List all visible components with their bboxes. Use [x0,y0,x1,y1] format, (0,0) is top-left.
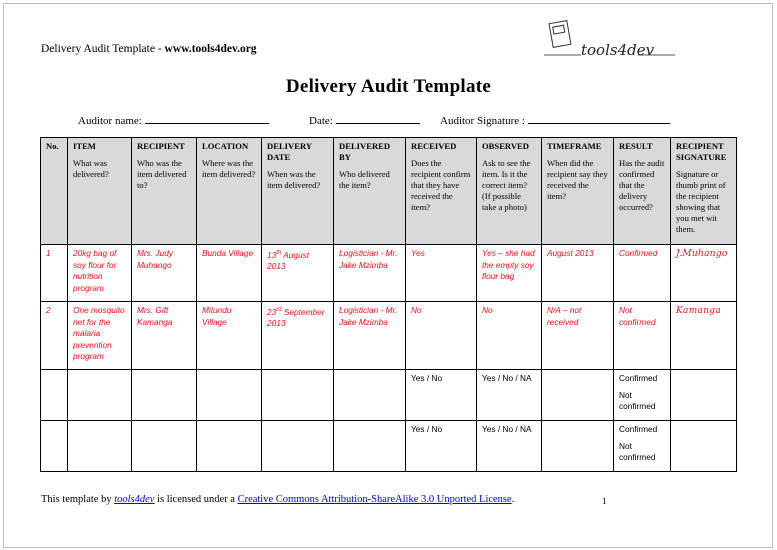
auditor-signature-label: Auditor Signature : [440,115,525,127]
column-header [262,138,334,245]
cell-signature[interactable] [671,245,737,302]
cell-delivered-by[interactable] [334,370,406,421]
signature-image: J.Muhango [676,249,728,259]
column-header [334,138,406,245]
column-header [477,138,542,245]
column-header [671,138,737,245]
cell-item[interactable]: 20kg bag of soy flour for nutrition program [68,245,132,302]
signature-image: Kamanga [676,306,722,316]
column-header [614,138,671,245]
author-link[interactable]: tools4dev [114,494,155,505]
table-row [41,370,737,421]
auditor-signature-field[interactable] [440,113,670,127]
page-title: Delivery Audit Template [285,76,492,97]
column-title: RECIPIENT SIGNATURE [676,141,727,162]
column-title: RESULT [619,141,653,151]
table-row [41,245,737,302]
tools4dev-logo [543,18,678,63]
cell-result[interactable]: Confirmed [614,245,671,302]
header-text: Delivery Audit Template - [41,43,165,55]
column-header [197,138,262,245]
column-title: TIMEFRAME [547,141,602,151]
option-confirmed[interactable]: Confirmed [619,424,658,434]
cell-location[interactable] [197,370,262,421]
cell-no[interactable]: 1 [41,245,68,302]
cell-timeframe[interactable] [542,421,614,472]
date-suffix: th [276,250,282,256]
cell-item[interactable] [68,421,132,472]
date-rest: September 2013 [267,306,325,329]
cell-date[interactable] [262,302,334,370]
auditor-signature-line[interactable] [528,113,670,124]
column-question: When did the recipient say they received the item? [547,158,608,201]
cell-no[interactable] [41,421,68,472]
cell-result[interactable]: Not confirmed [614,302,671,370]
cell-received[interactable]: Yes / No [406,370,477,421]
column-question: When was the item delivered? [267,169,321,190]
cell-location[interactable]: Bunda Village [197,245,262,302]
cell-observed[interactable]: No [477,302,542,370]
date-day: 23 [267,306,277,317]
cell-result[interactable] [614,421,671,472]
cell-received[interactable]: No [406,302,477,370]
page-header [41,43,257,55]
cell-date[interactable] [262,370,334,421]
table-header-row [41,138,737,245]
column-question: Signature or thumb print of the recipient showing that you met wit them. [676,169,726,234]
cell-no[interactable]: 2 [41,302,68,370]
option-not-confirmed[interactable]: Not confirmed [619,440,656,462]
column-title: No. [46,141,59,151]
svg-text:tools4dev: tools4dev [581,41,655,59]
cell-timeframe[interactable] [542,370,614,421]
cell-delivered-by[interactable]: Logistician - Mr. Jake Mzimba [334,302,406,370]
cell-signature[interactable] [671,370,737,421]
column-title: RECEIVED [411,141,457,151]
cell-recipient[interactable] [132,421,197,472]
cell-timeframe[interactable]: N/A – not received [542,302,614,370]
cell-no[interactable] [41,370,68,421]
footer-suffix: . [511,494,515,505]
column-question: Does the recipient confirm that they have received the item? [411,158,471,212]
cell-received[interactable]: Yes / No [406,421,477,472]
audit-table [40,137,737,472]
column-header [542,138,614,245]
column-title: RECIPIENT [137,141,185,151]
cell-signature[interactable] [671,421,737,472]
column-title: LOCATION [202,141,249,151]
cell-observed[interactable]: Yes / No / NA [477,421,542,472]
column-header [132,138,197,245]
cell-location[interactable] [197,421,262,472]
column-header [41,138,68,245]
date-field[interactable] [309,113,420,127]
column-question: Has the audit confirmed that the delivery occurred? [619,158,665,212]
column-question: Who delivered the item? [339,169,390,190]
column-header [68,138,132,245]
auditor-name-label: Auditor name: [78,115,142,127]
cell-delivered-by[interactable]: Logistician - Mr. Jake Mzimba [334,245,406,302]
cell-received[interactable]: Yes [406,245,477,302]
cell-item[interactable] [68,370,132,421]
date-label: Date: [309,115,333,127]
cell-observed[interactable]: Yes – she had the empty soy flour bag [477,245,542,302]
cell-recipient[interactable] [132,370,197,421]
header-site: www.tools4dev.org [164,43,257,55]
cell-observed[interactable]: Yes / No / NA [477,370,542,421]
table-row [41,421,737,472]
date-suffix: rd [276,307,282,313]
license-footer [41,494,514,505]
page-number: 1 [602,496,607,506]
column-header [406,138,477,245]
date-rest: August 2013 [267,249,310,272]
column-question: Ask to see the item. Is it the correct item? (If possible take a photo) [482,158,531,212]
table-row [41,302,737,370]
auditor-name-field[interactable] [78,113,269,127]
cell-signature[interactable] [671,302,737,370]
cell-location[interactable]: Mitundu Village [197,302,262,370]
cell-delivered-by[interactable] [334,421,406,472]
column-question: What was delivered? [73,158,109,179]
auditor-name-line[interactable] [145,113,269,124]
column-question: Where was the item delivered? [202,158,256,179]
date-day: 13 [267,249,277,260]
option-not-confirmed[interactable]: Not confirmed [619,389,656,411]
cell-item[interactable]: One mosquito net for the malaria prevention program [68,302,132,370]
column-title: ITEM [73,141,96,151]
column-title: OBSERVED [482,141,529,151]
license-link[interactable]: Creative Commons Attribution-ShareAlike 3.0 Unported License [237,494,512,505]
date-line[interactable] [336,113,420,124]
cell-result[interactable] [614,370,671,421]
column-title: DELIVERY DATE [267,141,312,162]
cell-date[interactable] [262,421,334,472]
cell-date[interactable] [262,245,334,302]
cell-recipient[interactable]: Mrs. Judy Muhango [132,245,197,302]
footer-prefix: This template by [41,494,115,505]
option-confirmed[interactable]: Confirmed [619,373,658,383]
cell-recipient[interactable]: Mrs. Gift Kamanga [132,302,197,370]
footer-middle: is licensed under a [154,494,238,505]
cell-timeframe[interactable]: August 2013 [542,245,614,302]
column-title: DELIVERED BY [339,141,391,162]
column-question: Who was the item delivered to? [137,158,187,190]
